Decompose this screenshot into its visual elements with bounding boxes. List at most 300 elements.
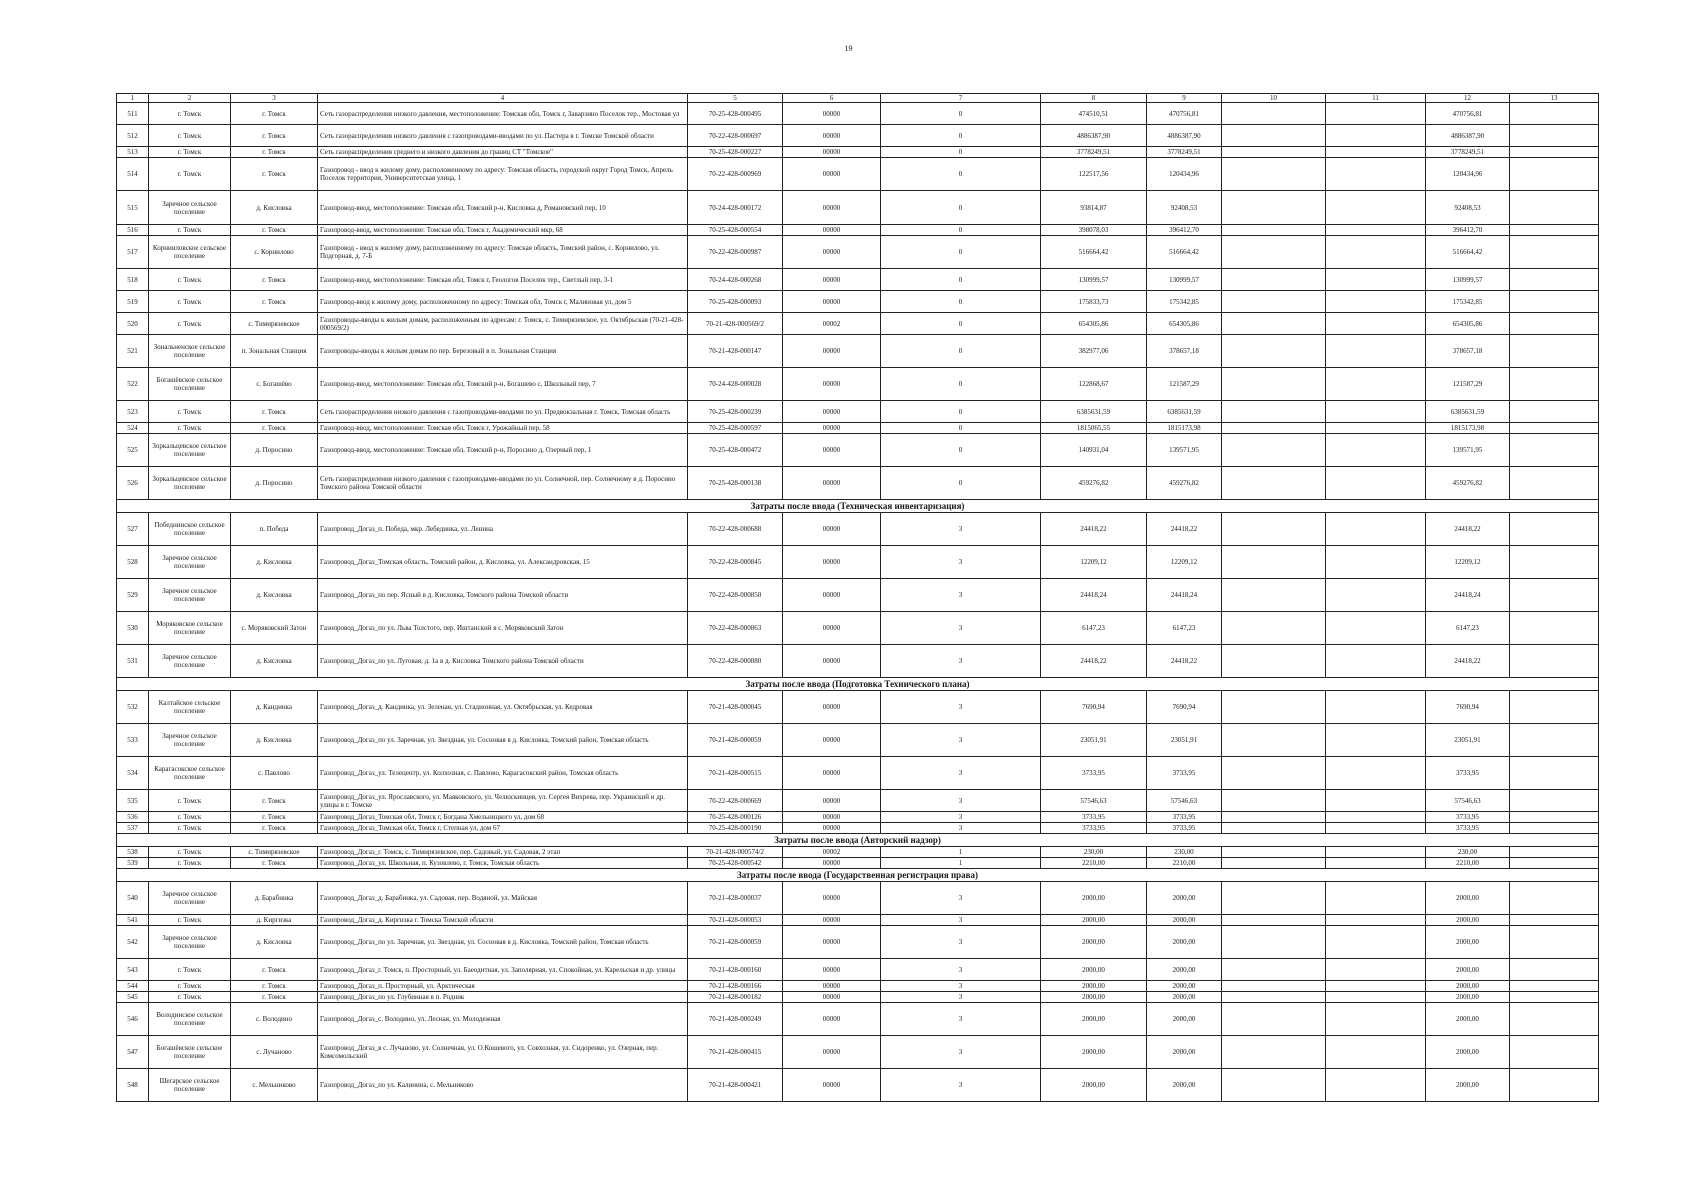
column-13-cell (1510, 790, 1599, 812)
residual-cost-cell: 2000,00 (1147, 915, 1222, 926)
column-10-cell (1222, 368, 1326, 401)
column-number: 11 (1326, 94, 1426, 103)
inventory-number-cell: 70-21-428-000037 (688, 882, 783, 915)
initial-cost-cell: 175833,73 (1041, 291, 1147, 313)
column-11-cell (1326, 191, 1426, 225)
inventory-number-cell: 70-25-428-000472 (688, 434, 783, 467)
inventory-number-cell: 70-25-428-000190 (688, 823, 783, 834)
residual-cost-cell: 175342,85 (1147, 291, 1222, 313)
row-number: 534 (117, 757, 149, 790)
column-13-cell (1510, 823, 1599, 834)
value-cell: 24418,22 (1426, 645, 1510, 678)
inventory-number-cell: 70-25-428-000239 (688, 401, 783, 423)
column-13-cell (1510, 981, 1599, 992)
column-number: 6 (783, 94, 881, 103)
table-row (117, 823, 1599, 834)
column-number: 8 (1041, 94, 1147, 103)
row-number: 540 (117, 882, 149, 915)
object-name-cell: Газопровод_Догаз_п. Победа, мкр. Лебединка, ул. Ленина (318, 513, 688, 546)
residual-cost-cell: 24418,22 (1147, 513, 1222, 546)
object-name-cell: Газопровод-ввод, местоположение: Томская обл, Томск г, Академический мкр, 68 (318, 225, 688, 236)
object-name-cell: Сеть газораспределения низкого давления с газопроводами-вводами по ул. Предвокзальная г. Томск, Томская область (318, 401, 688, 423)
initial-cost-cell: 2210,00 (1041, 858, 1147, 869)
residual-cost-cell: 2000,00 (1147, 981, 1222, 992)
table-row (117, 812, 1599, 823)
table-row (117, 847, 1599, 858)
column-11-cell (1326, 158, 1426, 191)
table-row (117, 1036, 1599, 1069)
value-cell: 396412,70 (1426, 225, 1510, 236)
value-cell: 3733,95 (1426, 812, 1510, 823)
depreciation-group-cell: 0 (881, 368, 1041, 401)
column-13-cell (1510, 858, 1599, 869)
settlement-cell: г. Томск (231, 992, 318, 1003)
column-11-cell (1326, 236, 1426, 269)
inventory-number-cell: 70-22-428-000669 (688, 790, 783, 812)
municipality-cell: г. Томск (149, 812, 231, 823)
table-row (117, 191, 1599, 225)
settlement-cell: д. Поросино (231, 467, 318, 500)
column-11-cell (1326, 959, 1426, 981)
code-cell: 00000 (783, 1003, 881, 1036)
residual-cost-cell: 3778249,51 (1147, 147, 1222, 158)
municipality-cell: г. Томск (149, 915, 231, 926)
value-cell: 516664,42 (1426, 236, 1510, 269)
value-cell: 7690,94 (1426, 691, 1510, 724)
column-10-cell (1222, 103, 1326, 125)
table-row (117, 579, 1599, 612)
code-cell: 00000 (783, 513, 881, 546)
residual-cost-cell: 3733,95 (1147, 812, 1222, 823)
object-name-cell: Газопровод-ввод, местоположение: Томская обл, Томск г, Геологов Поселок тер., Светлый пер, 3-1 (318, 269, 688, 291)
object-name-cell: Газопровод_Догаз_по ул. Луговая, д. 1а в д. Кисловка Томского района Томской области (318, 645, 688, 678)
residual-cost-cell: 23051,91 (1147, 724, 1222, 757)
row-number: 513 (117, 147, 149, 158)
object-name-cell: Газопровод_Догаз_ул. Школьная, п. Кузовлево, г. Томск, Томская область (318, 858, 688, 869)
residual-cost-cell: 470756,81 (1147, 103, 1222, 125)
column-10-cell (1222, 992, 1326, 1003)
inventory-number-cell: 70-24-428-000172 (688, 191, 783, 225)
column-10-cell (1222, 269, 1326, 291)
settlement-cell: д. Кандинка (231, 691, 318, 724)
depreciation-group-cell: 3 (881, 1036, 1041, 1069)
code-cell: 00000 (783, 858, 881, 869)
table-row (117, 981, 1599, 992)
residual-cost-cell: 516664,42 (1147, 236, 1222, 269)
column-11-cell (1326, 291, 1426, 313)
value-cell: 2000,00 (1426, 882, 1510, 915)
row-number: 528 (117, 546, 149, 579)
section-heading-row (117, 500, 1599, 513)
object-name-cell: Газопровод_Догаз_по ул. Калинина, с. Мельниково (318, 1069, 688, 1102)
column-10-cell (1222, 959, 1326, 981)
initial-cost-cell: 398078,03 (1041, 225, 1147, 236)
column-13-cell (1510, 401, 1599, 423)
object-name-cell: Газопровод-ввод, местоположение: Томская обл, Томский р-н, Кисловка д, Романовский пер, 10 (318, 191, 688, 225)
object-name-cell: Газопровод - ввод к жилому дому, расположенному по адресу: Томская область, городской округ Город Томск, Апрель Поселок территория, Университетская улица, 1 (318, 158, 688, 191)
settlement-cell: с. Мельниково (231, 1069, 318, 1102)
column-11-cell (1326, 691, 1426, 724)
code-cell: 00002 (783, 313, 881, 335)
inventory-number-cell: 70-21-428-000249 (688, 1003, 783, 1036)
value-cell: 24418,22 (1426, 513, 1510, 546)
table-row (117, 368, 1599, 401)
section-heading-row (117, 834, 1599, 847)
code-cell: 00000 (783, 546, 881, 579)
column-10-cell (1222, 401, 1326, 423)
settlement-cell: г. Томск (231, 147, 318, 158)
depreciation-group-cell: 0 (881, 125, 1041, 147)
column-13-cell (1510, 313, 1599, 335)
value-cell: 3778249,51 (1426, 147, 1510, 158)
residual-cost-cell: 2000,00 (1147, 959, 1222, 981)
column-11-cell (1326, 1003, 1426, 1036)
object-name-cell: Газопровод-ввод, местоположение: Томская обл, Томский р-н, Поросино д, Озерный пер, 1 (318, 434, 688, 467)
depreciation-group-cell: 3 (881, 645, 1041, 678)
residual-cost-cell: 2000,00 (1147, 1003, 1222, 1036)
municipality-cell: Шегарское сельское поселение (149, 1069, 231, 1102)
inventory-number-cell: 70-25-428-000542 (688, 858, 783, 869)
row-number: 545 (117, 992, 149, 1003)
code-cell: 00000 (783, 579, 881, 612)
settlement-cell: с. Корнилово (231, 236, 318, 269)
initial-cost-cell: 6147,23 (1041, 612, 1147, 645)
value-cell: 2000,00 (1426, 1036, 1510, 1069)
column-13-cell (1510, 1069, 1599, 1102)
settlement-cell: д. Кисловка (231, 645, 318, 678)
initial-cost-cell: 2000,00 (1041, 882, 1147, 915)
depreciation-group-cell: 0 (881, 434, 1041, 467)
table-row (117, 335, 1599, 368)
depreciation-group-cell: 0 (881, 103, 1041, 125)
municipality-cell: г. Томск (149, 992, 231, 1003)
row-number: 512 (117, 125, 149, 147)
initial-cost-cell: 2000,00 (1041, 1069, 1147, 1102)
municipality-cell: Богашёвское сельское поселение (149, 368, 231, 401)
municipality-cell: Заречное сельское поселение (149, 926, 231, 959)
inventory-number-cell: 70-25-428-000138 (688, 467, 783, 500)
inventory-number-cell: 70-25-428-000126 (688, 812, 783, 823)
column-11-cell (1326, 335, 1426, 368)
municipality-cell: г. Томск (149, 823, 231, 834)
object-name-cell: Сеть газораспределения среднего и низкого давления до границ СТ "Томское" (318, 147, 688, 158)
value-cell: 120434,96 (1426, 158, 1510, 191)
column-10-cell (1222, 612, 1326, 645)
row-number: 529 (117, 579, 149, 612)
code-cell: 00000 (783, 724, 881, 757)
initial-cost-cell: 130999,57 (1041, 269, 1147, 291)
section-heading: Затраты после ввода (Авторский надзор) (117, 834, 1599, 847)
residual-cost-cell: 6385631,59 (1147, 401, 1222, 423)
inventory-number-cell: 70-22-428-000863 (688, 612, 783, 645)
column-11-cell (1326, 225, 1426, 236)
column-11-cell (1326, 401, 1426, 423)
object-name-cell: Газопровод - ввод к жилому дому, расположенному по адресу: Томская область, Томский район, с. Корнилово, ул. Подгорная, д. 7-Б (318, 236, 688, 269)
settlement-cell: д. Поросино (231, 434, 318, 467)
code-cell: 00000 (783, 1069, 881, 1102)
code-cell: 00000 (783, 236, 881, 269)
column-11-cell (1326, 368, 1426, 401)
inventory-number-cell: 70-21-428-000515 (688, 757, 783, 790)
object-name-cell: Газопровод_Догаз_с. Володино, ул. Лесная, ул. Молодежная (318, 1003, 688, 1036)
settlement-cell: г. Томск (231, 225, 318, 236)
settlement-cell: г. Томск (231, 812, 318, 823)
municipality-cell: Заречное сельское поселение (149, 645, 231, 678)
settlement-cell: г. Томск (231, 790, 318, 812)
initial-cost-cell: 122868,67 (1041, 368, 1147, 401)
row-number: 535 (117, 790, 149, 812)
depreciation-group-cell: 0 (881, 401, 1041, 423)
settlement-cell: г. Томск (231, 269, 318, 291)
column-10-cell (1222, 236, 1326, 269)
value-cell: 3733,95 (1426, 823, 1510, 834)
residual-cost-cell: 7690,94 (1147, 691, 1222, 724)
column-10-cell (1222, 191, 1326, 225)
table-row (117, 291, 1599, 313)
code-cell: 00002 (783, 847, 881, 858)
object-name-cell: Газопровод-ввод к жилому дому, расположенному по адресу: Томская обл, Томск г, Малиновая ул, дом 5 (318, 291, 688, 313)
column-11-cell (1326, 847, 1426, 858)
column-10-cell (1222, 313, 1326, 335)
inventory-number-cell: 70-22-428-000850 (688, 579, 783, 612)
municipality-cell: г. Томск (149, 103, 231, 125)
object-name-cell: Сеть газораспределения низкого давления с газопроводами-вводами по ул. Солнечной, пер. Солнечному в д. Поросино Томского района Томской области (318, 467, 688, 500)
settlement-cell: с. Тимирязевское (231, 847, 318, 858)
initial-cost-cell: 122517,56 (1041, 158, 1147, 191)
initial-cost-cell: 654305,86 (1041, 313, 1147, 335)
row-number: 539 (117, 858, 149, 869)
municipality-cell: Карагасокское сельское поселение (149, 757, 231, 790)
table-row (117, 423, 1599, 434)
value-cell: 2000,00 (1426, 1069, 1510, 1102)
value-cell: 175342,85 (1426, 291, 1510, 313)
table-row (117, 125, 1599, 147)
section-heading: Затраты после ввода (Подготовка Технического плана) (117, 678, 1599, 691)
residual-cost-cell: 130999,57 (1147, 269, 1222, 291)
value-cell: 3733,95 (1426, 757, 1510, 790)
municipality-cell: Зоркальцевское сельское поселение (149, 467, 231, 500)
settlement-cell: г. Томск (231, 401, 318, 423)
depreciation-group-cell: 3 (881, 579, 1041, 612)
code-cell: 00000 (783, 823, 881, 834)
table-row (117, 691, 1599, 724)
code-cell: 00000 (783, 926, 881, 959)
column-13-cell (1510, 691, 1599, 724)
municipality-cell: г. Томск (149, 423, 231, 434)
column-10-cell (1222, 847, 1326, 858)
residual-cost-cell: 12209,12 (1147, 546, 1222, 579)
object-name-cell: Газопровод_Догаз_ул. Телецентр, ул. Колхозная, с. Павлово, Карагасокский район, Томская область (318, 757, 688, 790)
residual-cost-cell: 57546,63 (1147, 790, 1222, 812)
initial-cost-cell: 3733,95 (1041, 812, 1147, 823)
municipality-cell: г. Томск (149, 291, 231, 313)
residual-cost-cell: 2000,00 (1147, 1036, 1222, 1069)
value-cell: 24418,24 (1426, 579, 1510, 612)
residual-cost-cell: 4886387,90 (1147, 125, 1222, 147)
column-10-cell (1222, 434, 1326, 467)
value-cell: 6385631,59 (1426, 401, 1510, 423)
table-row (117, 513, 1599, 546)
code-cell: 00000 (783, 434, 881, 467)
initial-cost-cell: 230,00 (1041, 847, 1147, 858)
residual-cost-cell: 378657,18 (1147, 335, 1222, 368)
initial-cost-cell: 2000,00 (1041, 926, 1147, 959)
depreciation-group-cell: 3 (881, 992, 1041, 1003)
municipality-cell: Калтайское сельское поселение (149, 691, 231, 724)
inventory-number-cell: 70-25-428-000227 (688, 147, 783, 158)
inventory-number-cell: 70-21-428-000059 (688, 926, 783, 959)
row-number: 522 (117, 368, 149, 401)
initial-cost-cell: 2000,00 (1041, 915, 1147, 926)
column-10-cell (1222, 926, 1326, 959)
municipality-cell: г. Томск (149, 847, 231, 858)
initial-cost-cell: 6385631,59 (1041, 401, 1147, 423)
row-number: 520 (117, 313, 149, 335)
code-cell: 00000 (783, 691, 881, 724)
inventory-number-cell: 70-25-428-000597 (688, 423, 783, 434)
column-10-cell (1222, 546, 1326, 579)
depreciation-group-cell: 3 (881, 1069, 1041, 1102)
object-name-cell: Газопровод_Догаз_по ул. Льва Толстого, пер. Иштанский в с. Моряковский Затон (318, 612, 688, 645)
settlement-cell: г. Томск (231, 291, 318, 313)
inventory-number-cell: 70-21-428-000421 (688, 1069, 783, 1102)
residual-cost-cell: 139571,95 (1147, 434, 1222, 467)
settlement-cell: г. Томск (231, 959, 318, 981)
municipality-cell: г. Томск (149, 790, 231, 812)
column-11-cell (1326, 812, 1426, 823)
row-number: 514 (117, 158, 149, 191)
column-11-cell (1326, 981, 1426, 992)
table-row (117, 434, 1599, 467)
municipality-cell: г. Томск (149, 158, 231, 191)
object-name-cell: Газопровод_Догаз_д. Кандинка, ул. Зеленая, ул. Стадионная, ул. Октябрьская, ул. Кедровая (318, 691, 688, 724)
residual-cost-cell: 120434,96 (1147, 158, 1222, 191)
object-name-cell: Газопровод_Догаз_Томская область, Томский район, д. Кисловка, ул. Александровская, 15 (318, 546, 688, 579)
municipality-cell: г. Томск (149, 981, 231, 992)
column-11-cell (1326, 858, 1426, 869)
column-number: 7 (881, 94, 1041, 103)
depreciation-group-cell: 0 (881, 423, 1041, 434)
column-10-cell (1222, 691, 1326, 724)
inventory-number-cell: 70-21-428-000569/2 (688, 313, 783, 335)
depreciation-group-cell: 3 (881, 724, 1041, 757)
municipality-cell: Корнииловское сельское поселение (149, 236, 231, 269)
table-row (117, 467, 1599, 500)
depreciation-group-cell: 0 (881, 467, 1041, 500)
column-11-cell (1326, 579, 1426, 612)
table-row (117, 103, 1599, 125)
row-number: 523 (117, 401, 149, 423)
initial-cost-cell: 57546,63 (1041, 790, 1147, 812)
depreciation-group-cell: 3 (881, 691, 1041, 724)
column-number: 3 (231, 94, 318, 103)
table-row (117, 790, 1599, 812)
table-row (117, 959, 1599, 981)
object-name-cell: Газопровод_Догаз_в с. Лучаново, ул. Солнечная, ул. О.Кошевого, ул. Совхозная, ул. Сидоренко, ул. Озерная, пер. Комсомольский (318, 1036, 688, 1069)
initial-cost-cell: 2000,00 (1041, 1003, 1147, 1036)
section-heading-row (117, 678, 1599, 691)
residual-cost-cell: 3733,95 (1147, 823, 1222, 834)
row-number: 519 (117, 291, 149, 313)
residual-cost-cell: 2210,00 (1147, 858, 1222, 869)
value-cell: 378657,18 (1426, 335, 1510, 368)
column-11-cell (1326, 823, 1426, 834)
value-cell: 470756,81 (1426, 103, 1510, 125)
initial-cost-cell: 93814,87 (1041, 191, 1147, 225)
code-cell: 00000 (783, 269, 881, 291)
column-number-row (117, 94, 1599, 103)
inventory-number-cell: 70-25-428-000495 (688, 103, 783, 125)
settlement-cell: г. Томск (231, 103, 318, 125)
inventory-number-cell: 70-21-428-000045 (688, 691, 783, 724)
column-13-cell (1510, 158, 1599, 191)
page-number: 19 (844, 44, 853, 53)
object-name-cell: Газопровод_Догаз_Томская обл, Томск г, Богдана Хмельницкого ул, дом 68 (318, 812, 688, 823)
settlement-cell: д. Кисловка (231, 926, 318, 959)
value-cell: 2000,00 (1426, 992, 1510, 1003)
depreciation-group-cell: 0 (881, 269, 1041, 291)
column-number: 10 (1222, 94, 1326, 103)
column-11-cell (1326, 313, 1426, 335)
code-cell: 00000 (783, 401, 881, 423)
row-number: 541 (117, 915, 149, 926)
settlement-cell: д. Кисловка (231, 579, 318, 612)
code-cell: 00000 (783, 645, 881, 678)
code-cell: 00000 (783, 1036, 881, 1069)
inventory-number-cell: 70-21-428-000415 (688, 1036, 783, 1069)
settlement-cell: г. Томск (231, 125, 318, 147)
settlement-cell: с. Тимирязевское (231, 313, 318, 335)
inventory-number-cell: 70-21-428-000574/2 (688, 847, 783, 858)
column-13-cell (1510, 1036, 1599, 1069)
settlement-cell: д. Киргизка (231, 915, 318, 926)
column-number: 4 (318, 94, 688, 103)
code-cell: 00000 (783, 368, 881, 401)
column-11-cell (1326, 423, 1426, 434)
depreciation-group-cell: 3 (881, 612, 1041, 645)
table-row (117, 225, 1599, 236)
settlement-cell: с. Богашёво (231, 368, 318, 401)
code-cell: 00000 (783, 103, 881, 125)
depreciation-group-cell: 0 (881, 291, 1041, 313)
table-row (117, 147, 1599, 158)
code-cell: 00000 (783, 612, 881, 645)
initial-cost-cell: 3733,95 (1041, 823, 1147, 834)
column-13-cell (1510, 882, 1599, 915)
row-number: 547 (117, 1036, 149, 1069)
inventory-number-cell: 70-22-428-000880 (688, 645, 783, 678)
row-number: 532 (117, 691, 149, 724)
column-13-cell (1510, 434, 1599, 467)
value-cell: 139571,95 (1426, 434, 1510, 467)
row-number: 533 (117, 724, 149, 757)
row-number: 525 (117, 434, 149, 467)
inventory-number-cell: 70-21-428-000166 (688, 981, 783, 992)
column-13-cell (1510, 992, 1599, 1003)
row-number: 526 (117, 467, 149, 500)
column-13-cell (1510, 423, 1599, 434)
municipality-cell: г. Томск (149, 313, 231, 335)
column-11-cell (1326, 546, 1426, 579)
municipality-cell: г. Томск (149, 959, 231, 981)
column-11-cell (1326, 467, 1426, 500)
column-11-cell (1326, 915, 1426, 926)
table-row (117, 1069, 1599, 1102)
inventory-number-cell: 70-21-428-000059 (688, 724, 783, 757)
settlement-cell: с. Лучаново (231, 1036, 318, 1069)
depreciation-group-cell: 3 (881, 882, 1041, 915)
table-row (117, 915, 1599, 926)
